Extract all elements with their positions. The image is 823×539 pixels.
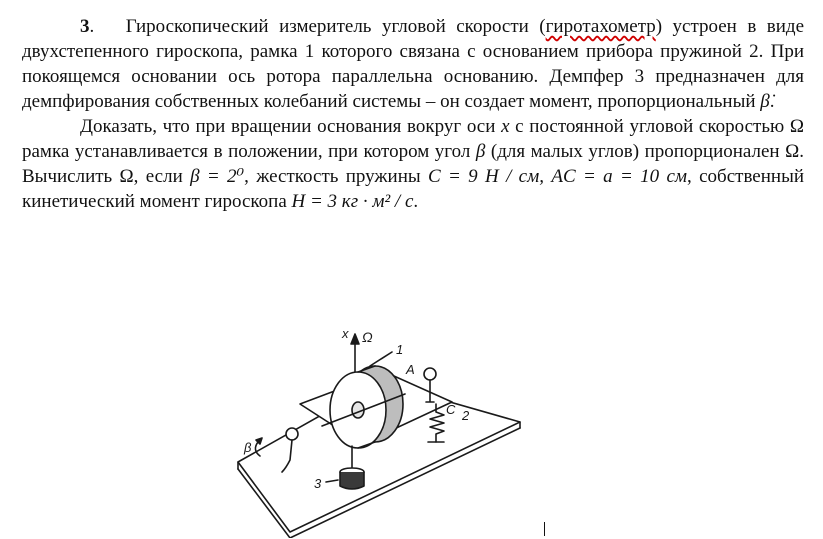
label-3: 3 — [314, 476, 322, 491]
formula-h: H = 3 кг · м² / с — [291, 191, 414, 212]
p2-text-b: с постоянной угловой скоростью Ω рамка устанавливается в положении, при котором угол — [22, 116, 804, 162]
beta-symbol: β — [475, 141, 486, 162]
problem-number: 3 — [80, 16, 90, 37]
label-omega: Ω — [362, 329, 373, 345]
axis-arrow-head — [351, 334, 359, 344]
p1-text-b: ) устроен в виде двухстепенного гироскопа, рамка 1 которого связана с основанием прибора пружиной 2. При покоящемся основании ось ротора параллельна основанию. Демпфер 3 предназначен для демпфирования собственных колебаний системы – он создает момент, пропорциональный — [22, 16, 805, 112]
gyroscope-figure — [230, 322, 530, 538]
problem-paragraph-2 — [22, 114, 804, 214]
p1-end: . — [769, 91, 775, 112]
p2-text-f: , собственный кинетический момент гироскопа — [22, 166, 805, 212]
formula-ac: AC = a = 10 см — [551, 166, 688, 187]
problem-text — [22, 14, 804, 214]
p1-text-a: Гироскопический измеритель угловой скорости ( — [125, 16, 546, 37]
spellcheck-word: гиротахометр — [545, 16, 656, 37]
p2-text-a: Доказать, что при вращении основания вокруг оси — [80, 116, 502, 137]
label-2: 2 — [462, 408, 470, 423]
label-1: 1 — [396, 342, 404, 357]
leader-1 — [370, 352, 392, 366]
label-beta: β — [244, 440, 252, 455]
formula-spring: C = 9 Н / см, — [428, 166, 544, 187]
number-dot: . — [89, 16, 95, 37]
label-C: C — [446, 402, 456, 417]
label-A: A — [406, 362, 415, 377]
bearing-right — [424, 368, 436, 380]
problem-paragraph-1 — [22, 14, 804, 114]
bearing-left — [286, 428, 298, 440]
p2-text-c: (для малых углов) пропорционален Ω. Вычислить Ω, если — [22, 141, 805, 187]
text-cursor — [544, 522, 545, 536]
damper-body — [340, 472, 364, 489]
p2-end: . — [413, 191, 419, 212]
label-x: x — [342, 326, 349, 341]
beta-dot-symbol: β̇ — [760, 91, 770, 112]
axis-x-symbol: x — [501, 116, 510, 137]
formula-beta: β = 2⁰ — [190, 166, 245, 187]
p2-text-d: , жесткость пружины — [244, 166, 428, 187]
